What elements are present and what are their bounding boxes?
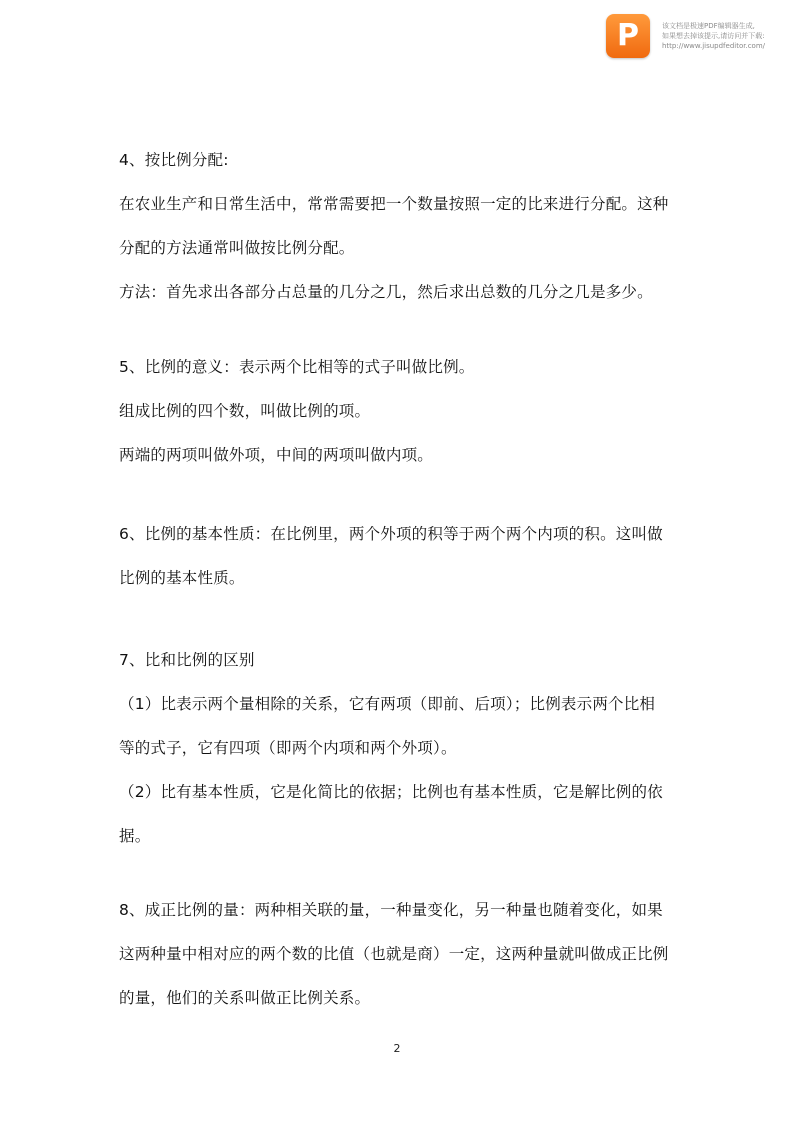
text-line: 组成比例的四个数，叫做比例的项。 [119, 402, 371, 420]
section-7-ratio-vs-proportion [119, 638, 663, 858]
logo-letter: P [617, 18, 639, 53]
text-line: 等的式子，它有四项（即两个内项和两个外项）。 [119, 739, 457, 757]
text-line: 两端的两项叫做外项，中间的两项叫做内项。 [119, 446, 434, 464]
section-heading: 7、比和比例的区别 [119, 651, 255, 669]
notice-line: 该文档是极速PDF编辑器生成, [662, 22, 755, 30]
text-line: 方法：首先求出各部分占总量的几分之几，然后求出总数的几分之几是多少。 [119, 283, 653, 301]
section-heading: 6、比例的基本性质：在比例里，两个外项的积等于两个两个内项的积。这叫做 [119, 525, 663, 543]
section-4-proportional-distribution [119, 138, 669, 314]
section-heading: 4、按比例分配: [119, 151, 229, 169]
text-line: 在农业生产和日常生活中，常常需要把一个数量按照一定的比来进行分配。这种 [119, 195, 669, 213]
page-number: 2 [393, 1042, 401, 1055]
text-line: 这两种量中相对应的两个数的比值（也就是商）一定，这两种量就叫做成正比例 [119, 945, 669, 963]
text-line: （1）比表示两个量相除的关系，它有两项（即前、后项）；比例表示两个比相 [119, 695, 656, 713]
text-line: 的量，他们的关系叫做正比例关系。 [119, 989, 371, 1007]
watermark-notice [662, 21, 788, 51]
text-line: （2）比有基本性质，它是化简比的依据；比例也有基本性质，它是解比例的依 [119, 783, 663, 801]
pdf-editor-logo-icon [606, 14, 650, 58]
section-8-direct-proportion [119, 888, 669, 1020]
text-line: 分配的方法通常叫做按比例分配。 [119, 239, 355, 257]
section-6-basic-property [119, 512, 663, 600]
notice-line: http://www.jisupdfeditor.com/ [662, 42, 766, 50]
section-5-meaning-of-proportion [119, 345, 474, 477]
section-heading: 8、成正比例的量：两种相关联的量，一种量变化，另一种量也随着变化，如果 [119, 901, 663, 919]
text-line: 比例的基本性质。 [119, 569, 245, 587]
text-line: 据。 [119, 827, 151, 845]
section-heading: 5、比例的意义：表示两个比相等的式子叫做比例。 [119, 358, 475, 376]
notice-line: 如果想去掉该提示,请访问并下载: [662, 32, 765, 40]
